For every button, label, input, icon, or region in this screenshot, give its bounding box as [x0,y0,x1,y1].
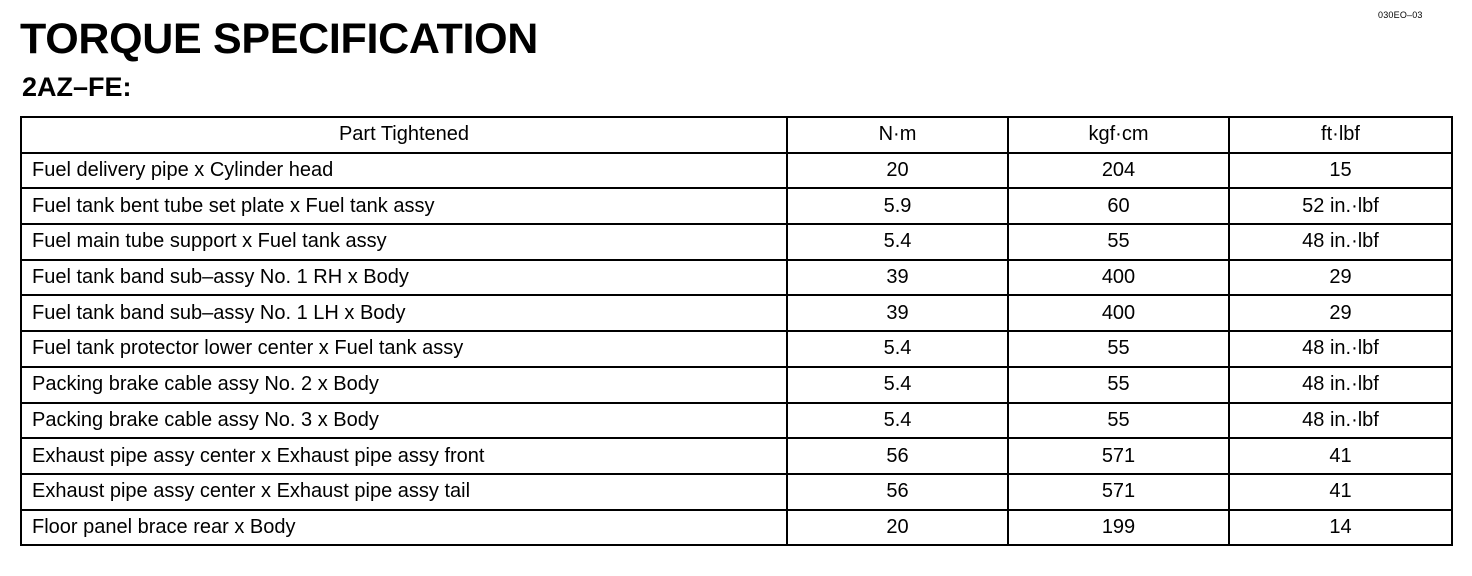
cell-ftlbf: 48 in.·lbf [1229,224,1452,260]
cell-ftlbf: 48 in.·lbf [1229,331,1452,367]
cell-nm: 5.9 [787,188,1008,224]
cell-ftlbf: 48 in.·lbf [1229,403,1452,439]
cell-nm: 56 [787,474,1008,510]
table-row [21,403,1452,439]
cell-part-tightened: Fuel tank band sub–assy No. 1 LH x Body [21,295,787,331]
cell-nm: 5.4 [787,403,1008,439]
cell-kgfcm: 60 [1008,188,1229,224]
table-row [21,474,1452,510]
cell-part-tightened: Fuel tank band sub–assy No. 1 RH x Body [21,260,787,296]
cell-part-tightened: Packing brake cable assy No. 2 x Body [21,367,787,403]
cell-ftlbf: 48 in.·lbf [1229,367,1452,403]
cell-part-tightened: Fuel tank protector lower center x Fuel tank assy [21,331,787,367]
page-title: TORQUE SPECIFICATION [20,15,538,63]
cell-part-tightened: Packing brake cable assy No. 3 x Body [21,403,787,439]
header-kgfcm: kgf·cm [1008,117,1229,153]
cell-kgfcm: 204 [1008,153,1229,189]
cell-part-tightened: Fuel main tube support x Fuel tank assy [21,224,787,260]
cell-kgfcm: 400 [1008,295,1229,331]
cell-nm: 56 [787,438,1008,474]
cell-part-tightened: Fuel delivery pipe x Cylinder head [21,153,787,189]
table-row [21,367,1452,403]
cell-kgfcm: 571 [1008,438,1229,474]
cell-part-tightened: Floor panel brace rear x Body [21,510,787,546]
cell-ftlbf: 29 [1229,295,1452,331]
cell-nm: 5.4 [787,331,1008,367]
cell-ftlbf: 52 in.·lbf [1229,188,1452,224]
table-header-row [21,117,1452,153]
table-body [21,153,1452,546]
table-row [21,295,1452,331]
cell-nm: 39 [787,260,1008,296]
cell-kgfcm: 199 [1008,510,1229,546]
table-row [21,224,1452,260]
header-part-tightened: Part Tightened [21,117,787,153]
cell-ftlbf: 14 [1229,510,1452,546]
cell-kgfcm: 55 [1008,367,1229,403]
torque-spec-table [20,116,1453,546]
cell-ftlbf: 29 [1229,260,1452,296]
cell-kgfcm: 55 [1008,331,1229,367]
cell-nm: 5.4 [787,224,1008,260]
cell-ftlbf: 41 [1229,474,1452,510]
cell-nm: 39 [787,295,1008,331]
table-row [21,438,1452,474]
cell-part-tightened: Exhaust pipe assy center x Exhaust pipe assy tail [21,474,787,510]
table-row [21,260,1452,296]
cell-kgfcm: 571 [1008,474,1229,510]
cell-part-tightened: Exhaust pipe assy center x Exhaust pipe assy front [21,438,787,474]
document-code: 030EO–03 [1378,10,1423,20]
cell-ftlbf: 15 [1229,153,1452,189]
cell-kgfcm: 55 [1008,403,1229,439]
cell-kgfcm: 400 [1008,260,1229,296]
cell-nm: 20 [787,153,1008,189]
table-row [21,153,1452,189]
cell-nm: 5.4 [787,367,1008,403]
table-row [21,510,1452,546]
table-row [21,188,1452,224]
engine-model-subtitle: 2AZ–FE: [22,72,132,102]
header-ftlbf: ft·lbf [1229,117,1452,153]
cell-nm: 20 [787,510,1008,546]
cell-part-tightened: Fuel tank bent tube set plate x Fuel tank assy [21,188,787,224]
header-nm: N·m [787,117,1008,153]
cell-ftlbf: 41 [1229,438,1452,474]
cell-kgfcm: 55 [1008,224,1229,260]
table-row [21,331,1452,367]
